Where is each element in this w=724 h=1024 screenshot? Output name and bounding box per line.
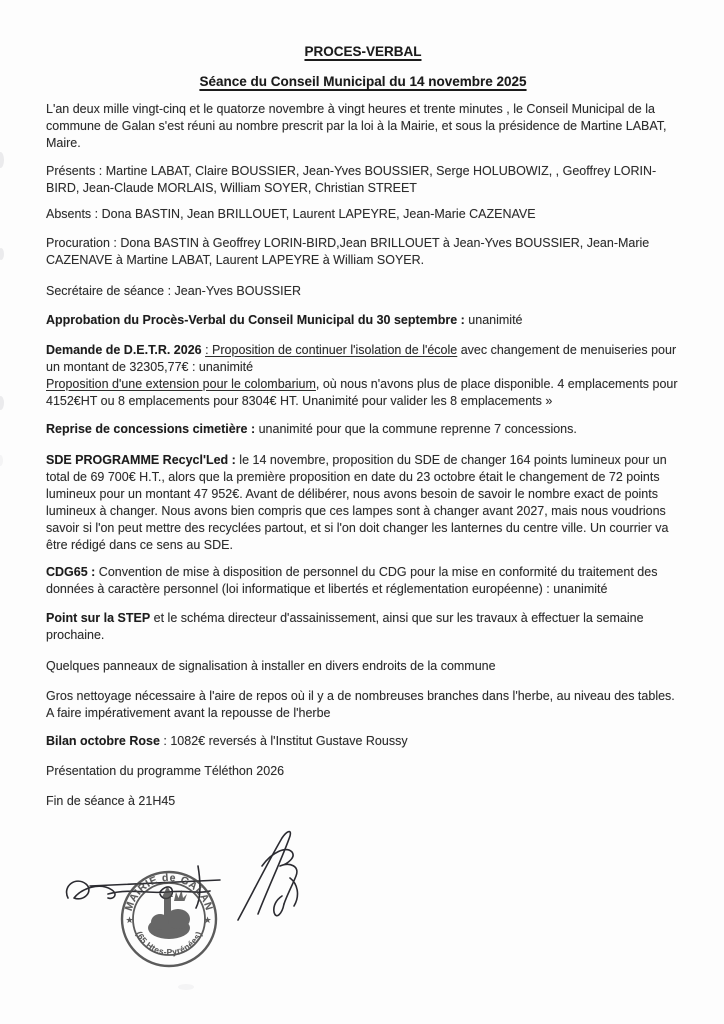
cdg65-heading: CDG65 :	[46, 565, 96, 579]
step-paragraph	[46, 610, 680, 644]
sde-heading: SDE PROGRAMME Recycl'Led :	[46, 453, 236, 467]
stamp-emblem	[148, 886, 190, 939]
approbation-text: unanimité	[464, 313, 523, 327]
bilan-heading: Bilan octobre Rose	[46, 734, 160, 748]
detr-text-1: avec changement de menuiseries pour un montant de 32305,77€ : unanimité	[46, 343, 677, 374]
step-text: et le schéma directeur d'assainissement, ainsi que sur les travaux à effectuer la semaine prochaine.	[46, 611, 644, 642]
procuration-paragraph: Procuration : Dona BASTIN à Geoffrey LORIN-BIRD,Jean BRILLOUET à Jean-Yves BOUSSIER, Jean-Marie CAZENAVE à Martine LABAT, Laurent LAPEYRE à William SOYER.	[46, 236, 650, 267]
step-heading: Point sur la STEP	[46, 611, 151, 625]
nettoyage-paragraph: Gros nettoyage nécessaire à l'aire de repos où il y a de nombreuses branches dans l'herbe, au niveau des tables. A faire impérativement avant la repousse de l'herbe	[46, 689, 675, 720]
bilan-paragraph	[46, 733, 680, 750]
telethon-paragraph: Présentation du programme Téléthon 2026	[46, 764, 285, 778]
cdg65-text: Convention de mise à disposition de personnel du CDG pour la mise en conformité du traitement des données à caractère personnel (loi informatique et libertés et réglementation européenne) : unanimité	[46, 565, 658, 596]
stamp-star-right-icon: ★	[203, 915, 212, 925]
scan-artifact	[178, 984, 194, 990]
stamp-star-left-icon: ★	[125, 915, 134, 925]
scan-artifact	[0, 455, 3, 466]
cdg65-paragraph	[46, 564, 680, 598]
fin-paragraph: Fin de séance à 21H45	[46, 794, 176, 808]
sde-paragraph	[46, 452, 680, 554]
intro-paragraph: L'an deux mille vingt-cinq et le quatorze novembre à vingt heures et trente minutes , le Conseil Municipal de la commune de Galan s'est réuni au nombre prescrit par la loi à la Mairie, et sous la présidence de Martine LABAT, Maire.	[46, 102, 667, 150]
detr-paragraph	[46, 342, 680, 410]
document-title: PROCES-VERBAL	[304, 44, 422, 59]
detr-text-2: , où nous n'avons plus de place disponible. 4 emplacements pour 4152€HT ou 8 emplacements pour 8304€ HT. Unanimité pour valider les 8 emplacements »	[46, 377, 678, 408]
reprise-text: unanimité pour que la commune reprenne 7 concessions.	[255, 422, 577, 436]
presents-paragraph: Présents : Martine LABAT, Claire BOUSSIER, Jean-Yves BOUSSIER, Serge HOLUBOWIZ, , Geoffrey LORIN-BIRD, Jean-Claude MORLAIS, William SOYER, Christian STREET	[46, 164, 657, 195]
secretaire-paragraph: Secrétaire de séance : Jean-Yves BOUSSIER	[46, 284, 301, 298]
detr-heading: Demande de D.E.T.R. 2026	[46, 343, 206, 357]
scan-artifact	[0, 152, 4, 168]
reprise-heading: Reprise de concessions cimetière :	[46, 422, 256, 436]
stamp-top-text: MAIRIE de GALAN	[122, 871, 216, 913]
stamp-bottom-text: (65 Htes-Pyrénées)	[134, 929, 204, 958]
absents-paragraph: Absents : Dona BASTIN, Jean BRILLOUET, Laurent LAPEYRE, Jean-Marie CAZENAVE	[46, 207, 536, 221]
scan-artifact	[0, 396, 4, 410]
session-subtitle: Séance du Conseil Municipal du 14 novembre 2025	[199, 74, 527, 89]
sde-text: le 14 novembre, proposition du SDE de changer 164 points lumineux pour un total de 69 700€ H.T., alors que la première proposition en date du 23 octobre était le changement de 72 points lumineux pour un montant 47 952€. Avant de délibérer, nous avons besoin de savoir le nombre exact de points lumineux à changer. Nous avons bien compris que ces lampes sont à changer avant 2027, mais nous voudrions savoir si l'on peut mettre des recyclées partout, et si l'on doit changer les lanternes du centre ville. Un courrier va être rédigé dans ce sens au SDE.	[46, 453, 669, 552]
approbation-paragraph	[46, 312, 680, 329]
bilan-text: : 1082€ reversés à l'Institut Gustave Roussy	[159, 734, 408, 748]
reprise-paragraph	[46, 421, 680, 438]
panneaux-paragraph: Quelques panneaux de signalisation à installer en divers endroits de la commune	[46, 659, 496, 673]
scan-artifact	[0, 248, 4, 260]
approbation-heading: Approbation du Procès-Verbal du Conseil Municipal du 30 septembre :	[46, 313, 465, 327]
signature-stamp-area	[46, 822, 680, 992]
detr-proposition-colombarium: Proposition d'une extension pour le colombarium	[46, 377, 316, 391]
detr-proposition-isolation: : Proposition de continuer l'isolation de l'école	[205, 343, 458, 357]
mairie-stamp	[117, 867, 221, 971]
signature-right	[224, 824, 309, 924]
